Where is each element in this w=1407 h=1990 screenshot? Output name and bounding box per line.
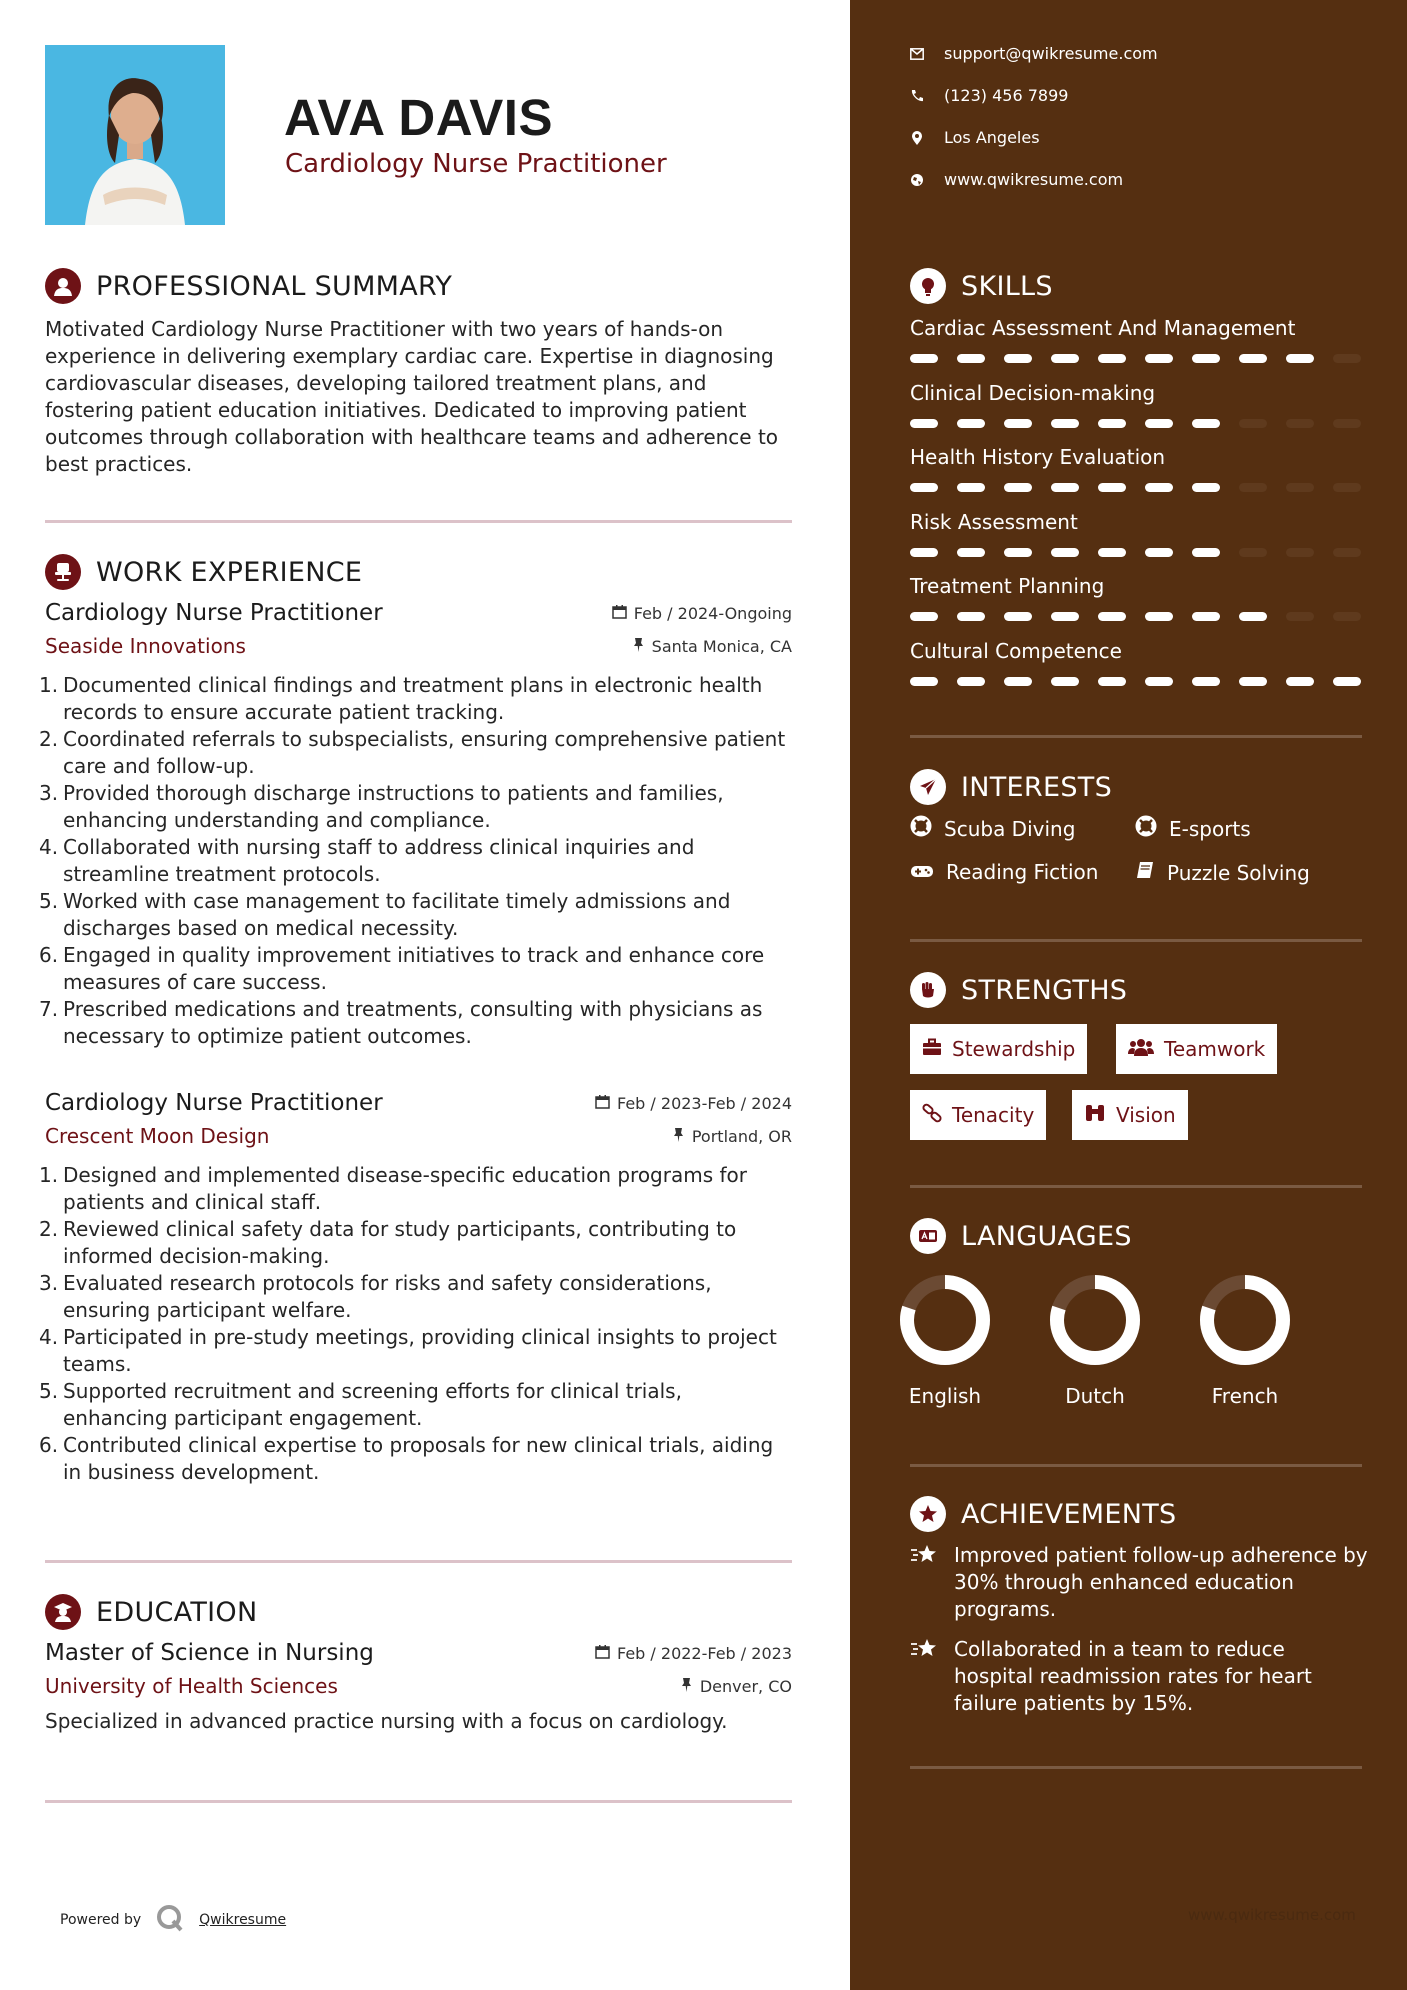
- contact-website-text: www.qwikresume.com: [944, 170, 1124, 189]
- duty-number: 7.: [39, 997, 59, 1021]
- contact-email[interactable]: [910, 44, 1158, 63]
- candidate-role: Cardiology Nurse Practitioner: [285, 149, 667, 179]
- job-location: [632, 637, 792, 656]
- duty-text: Coordinated referrals to subspecialists, ensuring comprehensive patient care and follow-up.: [63, 727, 786, 778]
- section-divider: [910, 1464, 1362, 1467]
- duty-text: Evaluated research protocols for risks and safety considerations, ensuring participant welfare.: [63, 1271, 712, 1322]
- job-entry: [39, 600, 792, 1050]
- rating-dot-empty: [1239, 548, 1267, 557]
- education-dates: [595, 1644, 792, 1663]
- calendar-icon: [612, 604, 627, 623]
- job-title: Cardiology Nurse Practitioner: [45, 1090, 383, 1116]
- achievements-title: ACHIEVEMENTS: [961, 1498, 1177, 1530]
- strength-label: Teamwork: [1164, 1037, 1266, 1061]
- link-icon: [922, 1103, 942, 1128]
- skill-rating: [910, 419, 1365, 428]
- rating-dot-empty: [1239, 419, 1267, 428]
- education-location: [680, 1677, 792, 1696]
- gamepad-icon: [910, 860, 934, 884]
- binoculars-icon: [1084, 1103, 1106, 1128]
- duty-text: Provided thorough discharge instructions to patients and families, enhancing understanding and compliance.: [63, 781, 724, 832]
- strength-tag: [910, 1024, 1087, 1074]
- duty-number: 1.: [39, 673, 59, 697]
- skill-name: Cardiac Assessment And Management: [910, 316, 1296, 340]
- rating-dot-filled: [1192, 354, 1220, 363]
- skill-name: Clinical Decision-making: [910, 380, 1156, 405]
- rating-dot-filled: [957, 677, 985, 686]
- rating-dot-filled: [957, 483, 985, 492]
- duty-item: [39, 672, 792, 726]
- rating-dot-filled: [1192, 483, 1220, 492]
- pin-icon: [672, 1127, 685, 1146]
- rating-dot-filled: [1098, 612, 1126, 621]
- rating-dot-filled: [1239, 612, 1267, 621]
- interests-title: INTERESTS: [961, 771, 1113, 803]
- rating-dot-filled: [1098, 354, 1126, 363]
- star-burst-icon: [910, 1636, 940, 1717]
- rating-dot-filled: [1192, 612, 1220, 621]
- section-divider: [45, 520, 792, 523]
- rating-dot-filled: [1004, 677, 1032, 686]
- duty-text: Designed and implemented disease-specific education programs for patients and clinical staff.: [63, 1163, 747, 1214]
- rating-dot-filled: [1145, 548, 1173, 557]
- rating-dot-filled: [1098, 419, 1126, 428]
- school-name: University of Health Sciences: [45, 1674, 338, 1698]
- rating-dot-empty: [1333, 354, 1361, 363]
- duty-text: Prescribed medications and treatments, consulting with physicians as necessary to optimize patient outcomes.: [63, 997, 763, 1048]
- rating-dot-empty: [1286, 483, 1314, 492]
- rating-dot-filled: [1192, 419, 1220, 428]
- life-ring-icon: [1135, 815, 1157, 842]
- duty-number: 1.: [39, 1163, 59, 1187]
- duty-text: Collaborated with nursing staff to address clinical inquiries and streamline treatment protocols.: [63, 835, 695, 886]
- skill-rating: [910, 612, 1365, 621]
- skill-rating: [910, 677, 1365, 686]
- section-divider: [45, 1560, 792, 1563]
- rating-dot-filled: [1286, 354, 1314, 363]
- rating-dot-filled: [957, 354, 985, 363]
- skill-rating: [910, 548, 1365, 557]
- rating-dot-filled: [1145, 612, 1173, 621]
- rating-dot-filled: [1145, 677, 1173, 686]
- skill-item: [910, 316, 1365, 363]
- interest-label: Scuba Diving: [944, 816, 1076, 841]
- interest-label: Puzzle Solving: [1167, 860, 1310, 885]
- rating-dot-filled: [1192, 677, 1220, 686]
- duty-number: 4.: [39, 1325, 59, 1349]
- duty-text: Reviewed clinical safety data for study participants, contributing to informed decision-making.: [63, 1217, 737, 1268]
- summary-heading: [45, 268, 452, 304]
- calendar-icon: [595, 1094, 610, 1113]
- rating-dot-empty: [1333, 548, 1361, 557]
- duty-item: [39, 834, 792, 888]
- strength-label: Vision: [1116, 1103, 1176, 1127]
- contact-phone-text: (123) 456 7899: [944, 86, 1069, 105]
- duty-item: [39, 1216, 792, 1270]
- rating-dot-empty: [1286, 548, 1314, 557]
- rating-dot-filled: [910, 419, 938, 428]
- language-donut: [1047, 1272, 1143, 1368]
- strength-tag: [1116, 1024, 1277, 1074]
- contact-location: [910, 128, 1040, 147]
- job-company: Crescent Moon Design: [45, 1124, 270, 1148]
- skill-item: [910, 381, 1365, 428]
- rating-dot-filled: [1098, 548, 1126, 557]
- languages-heading: [910, 1218, 1132, 1254]
- education-location-text: Denver, CO: [699, 1676, 792, 1696]
- rating-dot-filled: [957, 612, 985, 621]
- strength-label: Stewardship: [952, 1037, 1076, 1061]
- strength-tag: [1072, 1090, 1188, 1140]
- skill-item: [910, 639, 1365, 686]
- interest-item: [910, 815, 1075, 842]
- education-entry: [45, 1640, 792, 1735]
- duty-number: 2.: [39, 727, 59, 751]
- candidate-name: AVA DAVIS: [284, 89, 553, 146]
- footer-website[interactable]: www.qwikresume.com: [1188, 1906, 1356, 1924]
- rating-dot-filled: [1239, 354, 1267, 363]
- duty-item: [39, 888, 792, 942]
- duty-number: 3.: [39, 781, 59, 805]
- rating-dot-filled: [1145, 419, 1173, 428]
- education-dates-text: Feb / 2022-Feb / 2023: [617, 1643, 792, 1663]
- achievement-text: Collaborated in a team to reduce hospital readmission rates for heart failure patients by 15%.: [954, 1637, 1312, 1715]
- rating-dot-filled: [1051, 354, 1079, 363]
- interest-item: [1135, 815, 1251, 842]
- education-title: EDUCATION: [96, 1596, 258, 1628]
- job-dates-text: Feb / 2024-Ongoing: [633, 603, 792, 623]
- duty-text: Worked with case management to facilitate timely admissions and discharges based on medical necessity.: [63, 889, 731, 940]
- interest-label: Reading Fiction: [946, 860, 1099, 884]
- language-label: Dutch: [1065, 1384, 1125, 1408]
- rating-dot-filled: [1192, 548, 1220, 557]
- contact-email-text: support@qwikresume.com: [944, 44, 1158, 63]
- duty-item: [39, 1378, 792, 1432]
- book-icon: [1135, 860, 1155, 885]
- achievement-item: [910, 1542, 1370, 1623]
- duty-text: Engaged in quality improvement initiatives to track and enhance core measures of care success.: [63, 943, 765, 994]
- job-location-text: Santa Monica, CA: [651, 636, 792, 656]
- job-title: Cardiology Nurse Practitioner: [45, 600, 383, 626]
- duty-text: Contributed clinical expertise to proposals for new clinical trials, aiding in business development.: [63, 1433, 774, 1484]
- rating-dot-filled: [1239, 677, 1267, 686]
- life-ring-icon: [910, 815, 932, 842]
- award-star-icon: [910, 1496, 946, 1532]
- job-duties: [39, 1162, 792, 1486]
- sidebar: [850, 0, 1407, 1990]
- skills-title: SKILLS: [961, 270, 1053, 302]
- job-dates: [612, 604, 792, 623]
- section-divider: [45, 1800, 792, 1803]
- rating-dot-filled: [1004, 354, 1032, 363]
- duty-item: [39, 1324, 792, 1378]
- skill-name: Cultural Competence: [910, 638, 1122, 663]
- language-donut: [1197, 1272, 1293, 1368]
- language-label: French: [1211, 1384, 1279, 1408]
- job-duties: [39, 672, 792, 1050]
- duty-item: [39, 996, 792, 1050]
- duty-number: 5.: [39, 1379, 59, 1403]
- rating-dot-empty: [1286, 419, 1314, 428]
- job-dates: [595, 1094, 792, 1113]
- summary-title: PROFESSIONAL SUMMARY: [96, 270, 453, 302]
- rating-dot-filled: [957, 419, 985, 428]
- skill-rating: [910, 483, 1365, 492]
- rating-dot-empty: [1239, 483, 1267, 492]
- interests-heading: [910, 769, 1112, 805]
- duty-number: 4.: [39, 835, 59, 859]
- contact-website[interactable]: [910, 170, 1123, 189]
- rating-dot-filled: [1145, 354, 1173, 363]
- rating-dot-filled: [1051, 612, 1079, 621]
- duty-number: 5.: [39, 889, 59, 913]
- strength-tag: [910, 1090, 1046, 1140]
- calendar-icon: [595, 1644, 610, 1663]
- skill-item: [910, 445, 1365, 492]
- rating-dot-filled: [1145, 483, 1173, 492]
- rating-dot-filled: [1004, 612, 1032, 621]
- languages-title: LANGUAGES: [961, 1220, 1132, 1252]
- graduate-icon: [45, 1594, 81, 1630]
- rating-dot-empty: [1286, 612, 1314, 621]
- education-heading: [45, 1594, 257, 1630]
- map-marker-icon: [910, 131, 924, 145]
- rating-dot-empty: [1333, 483, 1361, 492]
- achievement-text: Improved patient follow-up adherence by 30% through enhanced education programs.: [954, 1543, 1368, 1621]
- section-divider: [910, 735, 1362, 738]
- strength-label: Tenacity: [952, 1103, 1035, 1127]
- job-dates-text: Feb / 2023-Feb / 2024: [617, 1093, 792, 1113]
- rating-dot-filled: [1051, 548, 1079, 557]
- profile-photo: [45, 45, 225, 225]
- duty-item: [39, 1432, 792, 1486]
- summary-text: Motivated Cardiology Nurse Practitioner with two years of hands-on experience in delivering exemplary cardiac care. Expertise in diagnosing cardiovascular diseases, developing tailored treatment plans, and fostering patient education initiatives. Dedicated to improving patient outcomes through collaboration with healthcare teams and adherence to best practices.: [45, 317, 779, 476]
- job-location-text: Portland, OR: [691, 1126, 792, 1146]
- rating-dot-filled: [1333, 677, 1361, 686]
- powered-by-label: Powered by: [60, 1912, 142, 1928]
- interest-item: [1135, 860, 1310, 885]
- rating-dot-filled: [910, 483, 938, 492]
- contact-phone[interactable]: [910, 86, 1068, 105]
- strengths-title: STRENGTHS: [961, 974, 1128, 1006]
- rating-dot-filled: [910, 354, 938, 363]
- rating-dot-filled: [910, 612, 938, 621]
- pin-icon: [680, 1677, 693, 1696]
- rating-dot-filled: [910, 548, 938, 557]
- rating-dot-filled: [1051, 419, 1079, 428]
- achievement-item: [910, 1636, 1370, 1717]
- duty-text: Participated in pre-study meetings, providing clinical insights to project teams.: [63, 1325, 777, 1376]
- briefcase-icon: [922, 1037, 942, 1061]
- rating-dot-filled: [1051, 677, 1079, 686]
- duty-number: 6.: [39, 943, 59, 967]
- rating-dot-filled: [910, 677, 938, 686]
- skill-item: [910, 574, 1365, 621]
- skills-heading: [910, 268, 1053, 304]
- interest-item: [910, 860, 1098, 884]
- section-divider: [910, 939, 1362, 942]
- work-heading: [45, 554, 362, 590]
- qwikresume-logo-icon: [155, 1903, 185, 1937]
- duty-item: [39, 1270, 792, 1324]
- work-title: WORK EXPERIENCE: [96, 556, 363, 588]
- duty-number: 2.: [39, 1217, 59, 1241]
- skill-name: Risk Assessment: [910, 509, 1078, 534]
- skill-name: Treatment Planning: [910, 574, 1105, 598]
- paper-plane-icon: [910, 769, 946, 805]
- skill-name: Health History Evaluation: [910, 445, 1166, 469]
- rating-dot-filled: [1004, 548, 1032, 557]
- rating-dot-empty: [1333, 612, 1361, 621]
- section-divider: [910, 1766, 1362, 1769]
- rating-dot-filled: [1004, 483, 1032, 492]
- pin-icon: [632, 637, 645, 656]
- strengths-heading: [910, 972, 1127, 1008]
- rating-dot-filled: [957, 548, 985, 557]
- job-entry: [39, 1090, 792, 1486]
- job-company: Seaside Innovations: [45, 634, 246, 658]
- skill-rating: [910, 354, 1365, 363]
- duty-item: [39, 726, 792, 780]
- phone-icon: [910, 89, 924, 103]
- rating-dot-filled: [1098, 677, 1126, 686]
- language-label: English: [908, 1384, 982, 1408]
- duty-text: Documented clinical findings and treatment plans in electronic health records to ensure accurate patient tracking.: [63, 673, 763, 724]
- degree-title: Master of Science in Nursing: [45, 1640, 374, 1666]
- language-item: [1030, 1272, 1160, 1408]
- powered-by: [60, 1903, 286, 1937]
- section-divider: [910, 1185, 1362, 1188]
- lightbulb-icon: [910, 268, 946, 304]
- skill-item: [910, 510, 1365, 557]
- rating-dot-filled: [1286, 677, 1314, 686]
- users-icon: [1128, 1037, 1154, 1061]
- achievements-heading: [910, 1496, 1177, 1532]
- duty-number: 3.: [39, 1271, 59, 1295]
- star-burst-icon: [910, 1542, 940, 1623]
- globe-icon: [910, 173, 924, 187]
- rating-dot-filled: [1004, 419, 1032, 428]
- language-item: [880, 1272, 1010, 1408]
- rating-dot-filled: [1051, 483, 1079, 492]
- job-location: [672, 1127, 792, 1146]
- duty-number: 6.: [39, 1433, 59, 1457]
- language-item: [1180, 1272, 1310, 1408]
- rating-dot-filled: [1098, 483, 1126, 492]
- rating-dot-empty: [1333, 419, 1361, 428]
- interest-label: E-sports: [1169, 816, 1251, 841]
- duty-item: [39, 780, 792, 834]
- contact-location-text: Los Angeles: [944, 128, 1040, 147]
- duty-text: Supported recruitment and screening efforts for clinical trials, enhancing participant engagement.: [63, 1379, 682, 1430]
- education-description: Specialized in advanced practice nursing with a focus on cardiology.: [45, 1709, 728, 1733]
- duty-item: [39, 942, 792, 996]
- envelope-icon: [910, 47, 924, 61]
- fist-icon: [910, 972, 946, 1008]
- language-donut: [897, 1272, 993, 1368]
- translate-icon: [910, 1218, 946, 1254]
- duty-item: [39, 1162, 792, 1216]
- qwikresume-link[interactable]: Qwikresume: [199, 1912, 287, 1928]
- user-icon: [45, 268, 81, 304]
- office-chair-icon: [45, 554, 81, 590]
